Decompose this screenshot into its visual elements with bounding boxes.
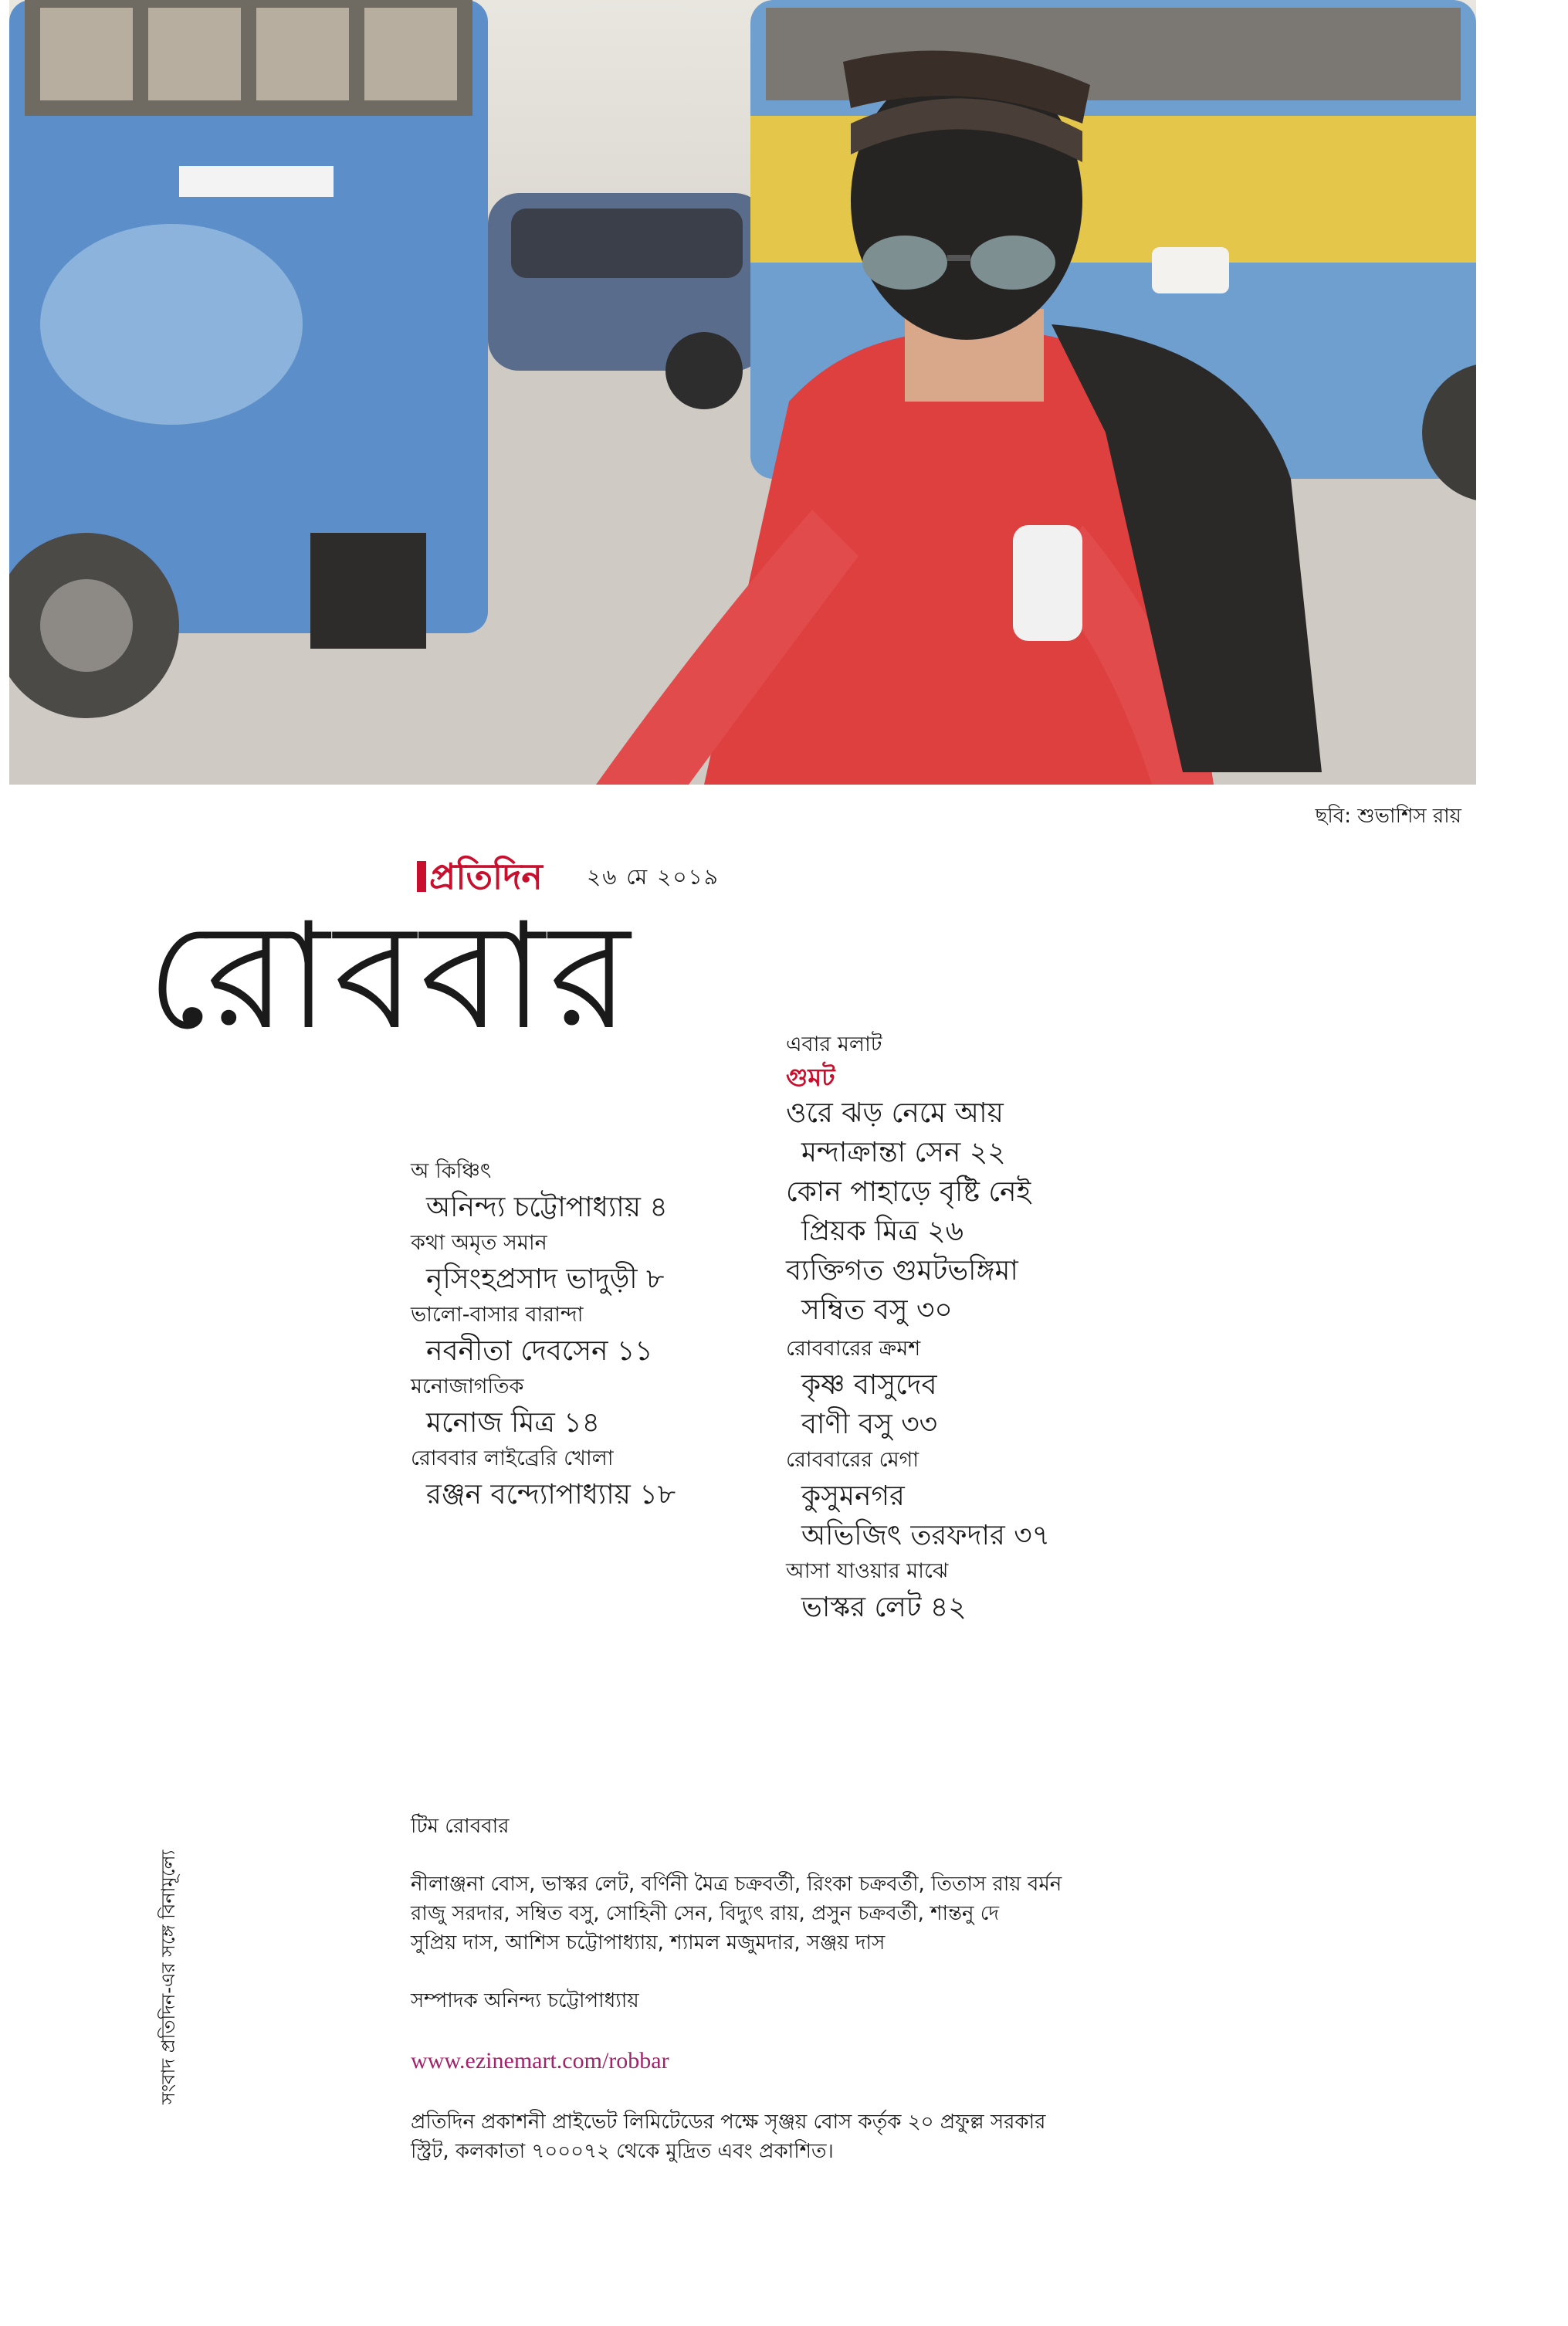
toc-item: কৃষ্ণ বাসুদেব [801, 1369, 937, 1401]
team-line: সুপ্রিয় দাস, আশিস চট্টোপাধ্যায়, শ্যামল মজুমদার, সঞ্জয় দাস [411, 1931, 886, 1955]
team-credits [411, 1811, 1260, 2166]
toc-section-label: মনোজাগতিক [411, 1375, 524, 1399]
toc-item: অনিন্দ্য চট্টোপাধ্যায় ৪ [426, 1192, 668, 1223]
toc-item: বাণী বসু ৩৩ [801, 1409, 938, 1440]
toc-section-label: রোববারের মেগা [786, 1448, 919, 1472]
cover-photo [9, 0, 1476, 785]
brand-logo-text: প্রতিদিন [429, 856, 543, 897]
team-line: রাজু সরদার, সম্বিত বসু, সোহিনী সেন, বিদ্যুৎ রায়, প্রসুন চক্রবর্তী, শান্তনু দে [411, 1902, 999, 1925]
team-line: নীলাঞ্জনা বোস, ভাস্কর লেট, বর্ণিনী মৈত্র চক্রবর্তী, রিংকা চক্রবর্তী, তিতাস রায় বর্মন [411, 1873, 1062, 1896]
website-link[interactable]: www.ezinemart.com/robbar [411, 2048, 669, 2073]
editor-credit: সম্পাদক অনিন্দ্য চট্টোপাধ্যায় [411, 1989, 639, 2012]
street-photo-masked-cyclist-icon [9, 0, 1476, 785]
cover-story-title: গুমট [786, 1063, 835, 1092]
toc-item: অভিজিৎ তরফদার ৩৭ [801, 1520, 1051, 1551]
toc-entry [411, 1299, 797, 1371]
toc-item: ভাস্কর লেট ৪২ [801, 1592, 967, 1623]
toc-section-label: রোববারের ক্রমশ [786, 1337, 921, 1361]
toc-entry [411, 1371, 797, 1443]
toc-entry [411, 1227, 797, 1299]
toc-title: কোন পাহাড়ে বৃষ্টি নেই [786, 1176, 1031, 1208]
masthead-title: রোববার [147, 891, 635, 1062]
imprint-line: স্ট্রিট, কলকাতা ৭০০০৭২ থেকে মুদ্রিত এবং প্রকাশিত। [411, 2140, 834, 2163]
toc-entry [411, 1155, 797, 1227]
logo-mark-icon [417, 861, 426, 892]
toc-item: রঞ্জন বন্দ্যোপাধ্যায় ১৮ [426, 1479, 676, 1511]
toc-item: নৃসিংহপ্রসাদ ভাদুড়ী ৮ [426, 1263, 665, 1295]
toc-title: ব্যক্তিগত গুমটভঙ্গিমা [786, 1255, 1018, 1287]
team-heading: টিম রোববার [411, 1815, 510, 1838]
toc-title: ওরে ঝড় নেমে আয় [786, 1097, 1004, 1129]
photo-credit: ছবি: শুভাশিস রায় [1315, 805, 1461, 828]
toc-section-label: আসা যাওয়ার মাঝে [786, 1559, 949, 1583]
toc-item: নবনীতা দেবসেন ১১ [426, 1335, 653, 1367]
toc-left-column [411, 1155, 797, 1514]
issue-date: ২৬ মে ২০১৯ [587, 864, 720, 890]
toc-item: সম্বিত বসু ৩০ [801, 1294, 953, 1326]
toc-item: প্রিয়ক মিত্র ২৬ [801, 1216, 964, 1247]
toc-section-label: রোববার লাইব্রেরি খোলা [411, 1446, 614, 1470]
toc-section-label: কথা অমৃত সমান [411, 1231, 547, 1255]
imprint-line: প্রতিদিন প্রকাশনী প্রাইভেট লিমিটেডের পক্ষে সৃঞ্জয় বোস কর্তৃক ২০ প্রফুল্ল সরকার [411, 2111, 1046, 2134]
toc-entry [411, 1443, 797, 1514]
cover-story-label: এবার মলাট [786, 1032, 882, 1056]
toc-section-label: অ কিঞ্চিৎ [411, 1159, 492, 1183]
side-note: সংবাদ প্রতিদিন-এর সঙ্গে বিনামূল্যে [157, 1850, 179, 2104]
toc-item: মন্দাক্রান্তা সেন ২২ [801, 1137, 1006, 1168]
toc-item: মনোজ মিত্র ১৪ [426, 1407, 600, 1439]
toc-item: কুসুমনগর [801, 1480, 905, 1512]
toc-right-column [786, 1029, 1172, 1627]
imprint [411, 2107, 1260, 2166]
toc-section-label: ভালো-বাসার বারান্দা [411, 1303, 584, 1327]
